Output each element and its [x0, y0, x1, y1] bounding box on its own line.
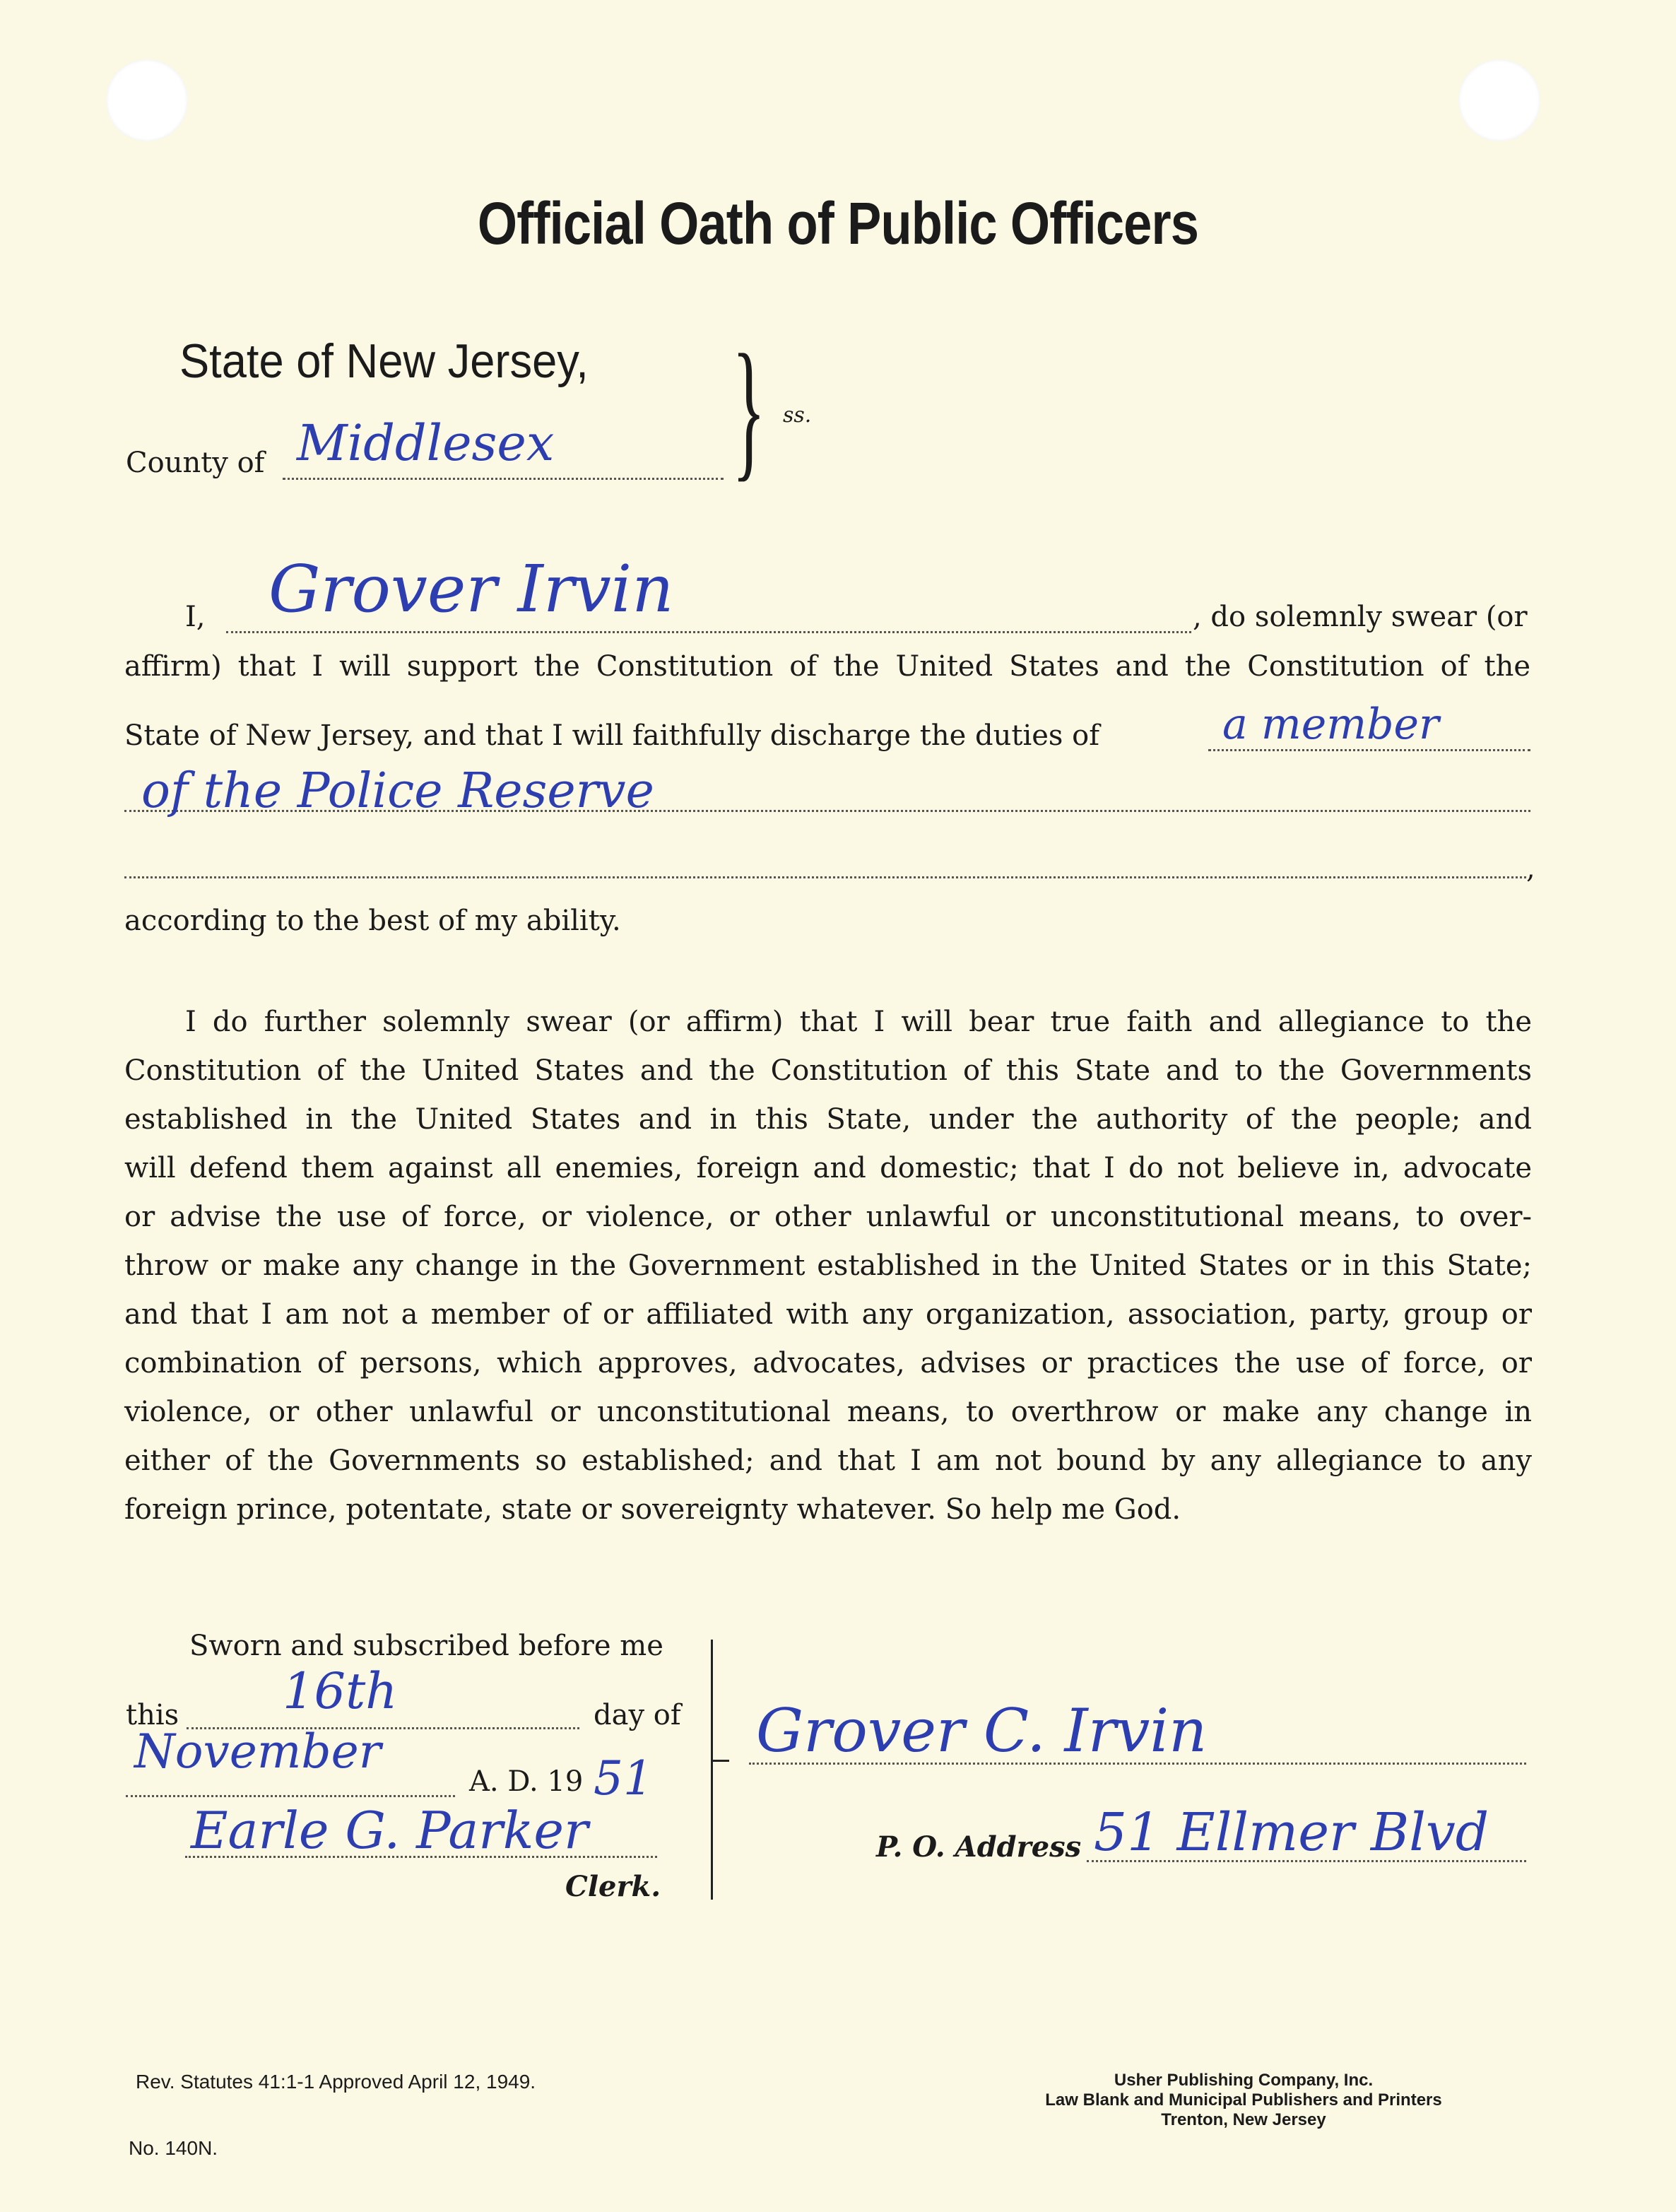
paragraph-line: violence, or other unlawful or unconstitutional means, to overthrow or make any change in [124, 1396, 1532, 1428]
name-line [226, 631, 1191, 633]
oath-name-value: Grover Irvin [268, 551, 674, 627]
publisher-line-3: Trenton, New Jersey [1161, 2110, 1326, 2129]
oath-line-2: affirm) that I will support the Constitution of the United States and the Constitution of the [124, 650, 1530, 683]
paragraph-line: established in the United States and in this State, under the authority of the people; and [124, 1103, 1532, 1136]
duties-line-1 [1208, 749, 1530, 751]
clerk-signature: Earle G. Parker [191, 1801, 589, 1860]
month-line [126, 1795, 455, 1797]
po-address-value: 51 Ellmer Blvd [1094, 1802, 1489, 1863]
punch-hole-right [1458, 59, 1540, 141]
paragraph-line: combination of persons, which approves, advocates, advises or practices the use of force, or [124, 1347, 1532, 1379]
duties-line-3 [124, 876, 1526, 878]
paragraph-line: foreign prince, potentate, state or sovereignty whatever. So help me God. [124, 1493, 1181, 1526]
publisher-name: Usher Publishing Company, Inc. [1114, 2071, 1374, 2090]
paragraph-line: and that I am not a member of or affiliated with any organization, association, party, group or [124, 1298, 1532, 1331]
ad-label: A. D. 19 [469, 1765, 584, 1798]
venue-brace: } [732, 322, 766, 495]
county-line [283, 478, 724, 480]
county-label: County of [126, 447, 265, 479]
year-value: 51 [594, 1751, 653, 1806]
oath-line-3: State of New Jersey, and that I will faithfully discharge the duties of [124, 719, 1100, 752]
officer-signature: Grover C. Irvin [756, 1696, 1208, 1765]
publisher-block [933, 2071, 1554, 2130]
month-value: November [134, 1724, 382, 1779]
paragraph-line: will defend them against all enemies, foreign and domestic; that I do not believe in, advocate [124, 1152, 1532, 1184]
county-value: Middlesex [297, 414, 555, 472]
oath-closing: according to the best of my ability. [124, 905, 621, 937]
oath-swear-text: , do solemnly swear (or [1193, 601, 1528, 633]
jurat-bracket [701, 1640, 713, 1900]
oath-intro: I, [185, 601, 206, 633]
jurat-bracket-tip [711, 1760, 729, 1762]
duties-comma: , [1526, 852, 1535, 885]
paragraph-line: or advise the use of force, or violence, or other unlawful or unconstitutional means, to over- [124, 1201, 1532, 1233]
form-number: No. 140N. [129, 2137, 218, 2159]
po-address-label: P. O. Address [876, 1830, 1082, 1864]
statute-reference: Rev. Statutes 41:1-1 Approved April 12, 1949. [136, 2071, 536, 2093]
paragraph-line: Constitution of the United States and the Constitution of this State and to the Governments [124, 1054, 1532, 1087]
day-value: 16th [283, 1662, 398, 1720]
this-label: this [126, 1699, 179, 1731]
sworn-label: Sworn and subscribed before me [189, 1630, 663, 1662]
punch-hole-left [106, 59, 188, 141]
publisher-line-2: Law Blank and Municipal Publishers and Printers [1045, 2090, 1442, 2110]
paragraph-line: either of the Governments so established; and that I am not bound by any allegiance to any [124, 1445, 1532, 1477]
clerk-label: Clerk. [565, 1870, 661, 1903]
state-label: State of New Jersey, [179, 334, 589, 388]
paragraph-line: throw or make any change in the Government established in the United States or in this State; [124, 1249, 1532, 1282]
day-of-label: day of [594, 1699, 681, 1731]
ss-label: ss. [783, 403, 812, 428]
further-oath-paragraph [124, 998, 1532, 1534]
document-title: Official Oath of Public Officers [477, 190, 1199, 257]
duties-value-2: of the Police Reserve [141, 763, 654, 819]
paragraph-line: I do further solemnly swear (or affirm) that I will bear true faith and allegiance to the [185, 1006, 1532, 1038]
duties-value-1: a member [1222, 700, 1439, 749]
